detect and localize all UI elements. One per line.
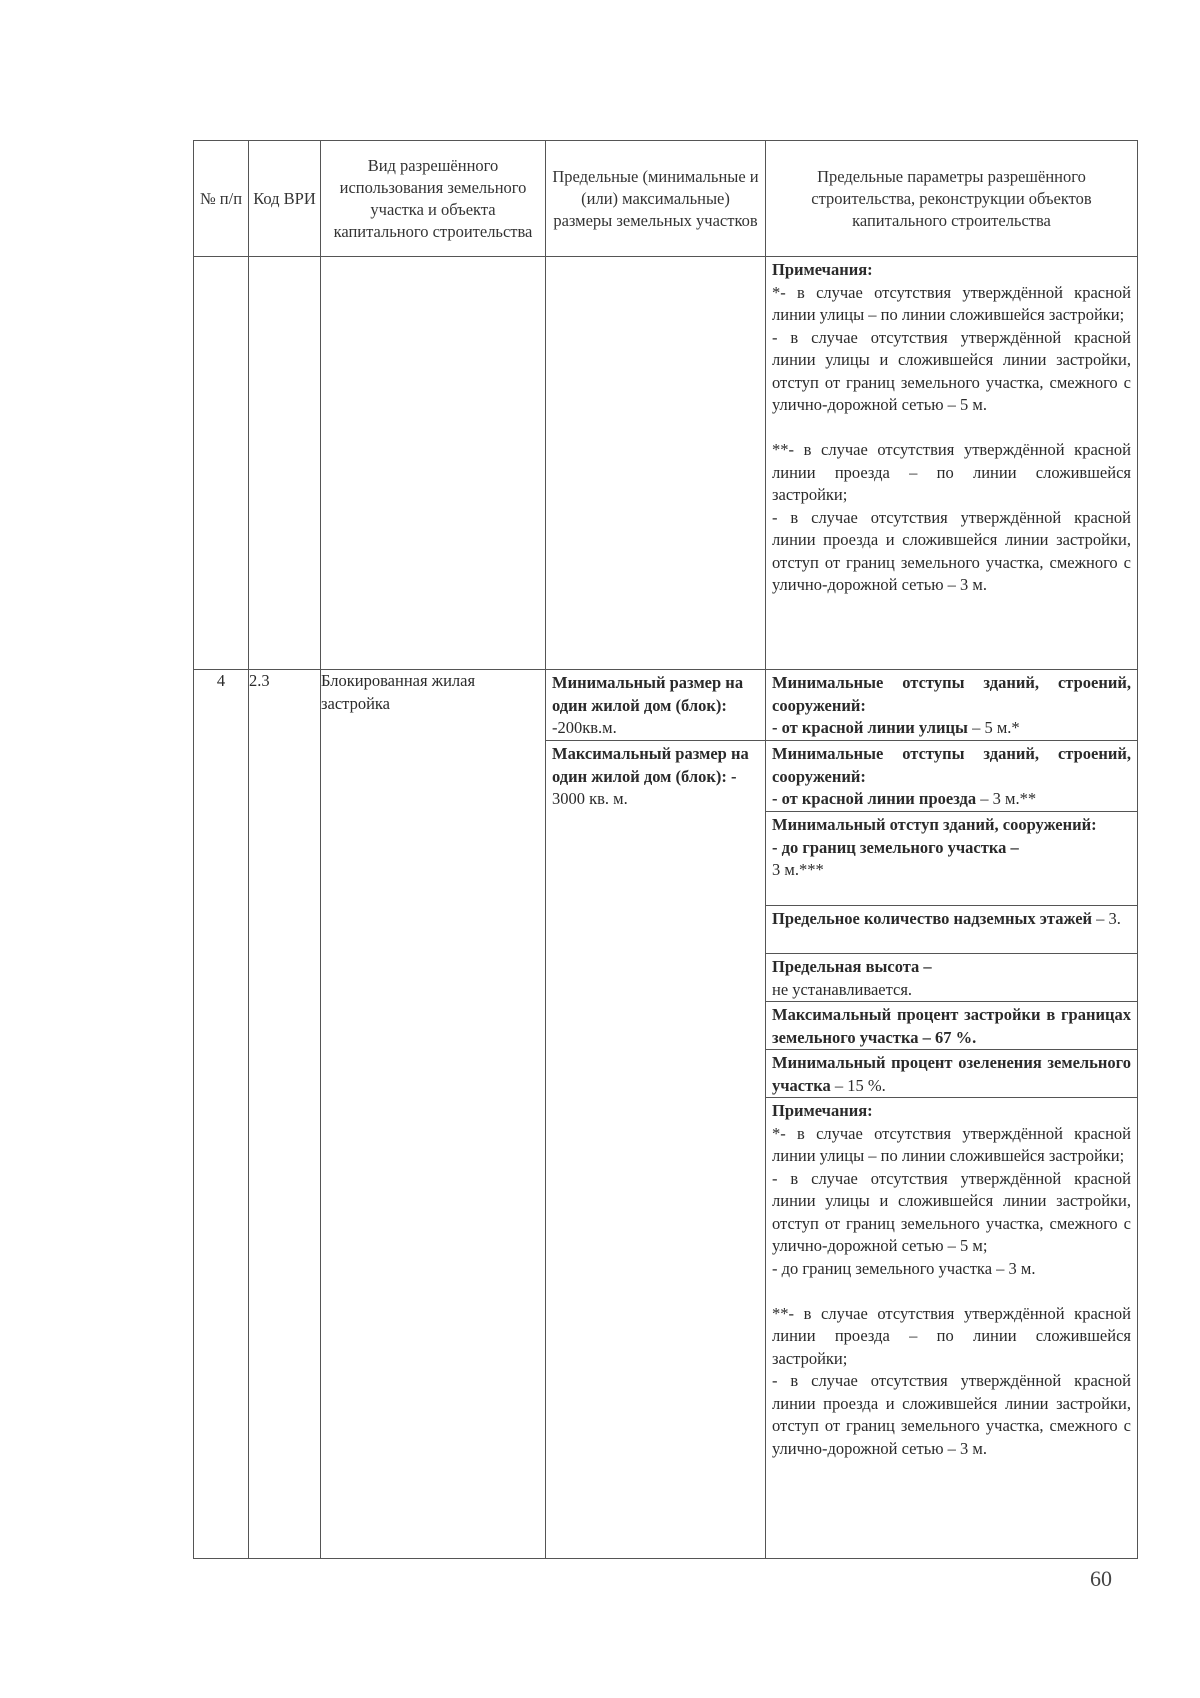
prev-note-4: - в случае отсутствия утверждённой красной линии проезда и сложившейся линии застройки, отступ от границ земельного участка, смежного с улично-дорожной сетью – 3 м. <box>772 507 1131 594</box>
param-6-num: – 67 %. <box>918 1027 977 1047</box>
note-4: **- в случае отсутствия утверждённой красной линии проезда – по линии сложившейся застройки; <box>772 1303 1131 1368</box>
notes-title: Примечания: <box>772 1101 873 1120</box>
page-number: 60 <box>1090 1566 1112 1591</box>
param-1-title: Минимальные отступы зданий, строений, сооружений: <box>772 673 1131 715</box>
row4-sizes <box>546 670 766 1559</box>
param-6-title: Максимальный процент застройки в границах земельного участка <box>772 1005 1131 1047</box>
header-sizes: Предельные (минимальные и (или) максимальные) размеры земельных участков <box>546 141 766 257</box>
row4-params <box>766 670 1138 1559</box>
cell-empty-sizes <box>546 257 766 670</box>
note-3: - до границ земельного участка – 3 м. <box>772 1258 1036 1278</box>
cell-empty-code <box>249 257 321 670</box>
header-code: Код ВРИ <box>249 141 321 257</box>
param-1-value: - от красной линии улицы <box>772 718 968 737</box>
min-size-value: -200кв.м. <box>552 718 617 737</box>
param-3-num: 3 м.*** <box>772 860 824 879</box>
param-4-title: Предельное количество надземных этажей <box>772 909 1093 928</box>
param-5-title: Предельная высота – <box>772 957 932 976</box>
zoning-table <box>193 140 1138 1559</box>
param-3-title: Минимальный отступ зданий, сооружений: <box>772 815 1097 834</box>
param-1-num: – 5 м.* <box>967 718 1020 737</box>
cell-empty-num <box>194 257 249 670</box>
prev-notes-title: Примечания: <box>772 260 873 279</box>
header-num: № п/п <box>194 141 249 257</box>
header-params: Предельные параметры разрешённого строительства, реконструкции объектов капитального строительства <box>766 141 1138 257</box>
param-4-num: – 3. <box>1092 909 1121 928</box>
param-7-num: – 15 %. <box>830 1075 886 1095</box>
prev-note-3: **- в случае отсутствия утверждённой красной линии проезда – по линии сложившейся застройки; <box>772 440 1131 504</box>
note-5: - в случае отсутствия утверждённой красной линии проезда и сложившейся линии застройки, отступ от границ земельного участка, смежного с улично-дорожной сетью – 3 м. <box>772 1371 1131 1458</box>
param-3-value: - до границ земельного участка – <box>772 837 1019 857</box>
max-size-label: Максимальный размер на один жилой дом (блок): - <box>552 744 749 786</box>
min-size-label: Минимальный размер на один жилой дом (блок): <box>552 673 744 715</box>
note-1: *- в случае отсутствия утверждённой красной линии улицы – по линии сложившейся застройки; <box>772 1123 1131 1165</box>
param-2-title: Минимальные отступы зданий, строений, сооружений: <box>772 744 1131 786</box>
cell-prev-notes <box>766 257 1138 670</box>
param-5-value: не устанавливается. <box>772 979 913 999</box>
prev-note-1: *- в случае отсутствия утверждённой красной линии улицы – по линии сложившейся застройки; <box>772 282 1131 324</box>
cell-empty-type <box>321 257 546 670</box>
row4-num: 4 <box>194 670 249 1559</box>
header-type: Вид разрешённого использования земельного участка и объекта капитального строительства <box>321 141 546 257</box>
table-row-4 <box>194 670 1138 1559</box>
row4-type: Блокированная жилая застройка <box>321 670 546 1559</box>
header-row <box>194 141 1138 257</box>
note-2: - в случае отсутствия утверждённой красной линии улицы и сложившейся линии застройки, отступ от границ земельного участка, смежного с улично-дорожной сетью – 5 м; <box>772 1168 1131 1255</box>
param-2-value: - от красной линии проезда <box>772 789 977 808</box>
table-row-continuation <box>194 257 1138 670</box>
prev-note-2: - в случае отсутствия утверждённой красной линии улицы и сложившейся линии застройки, отступ от границ земельного участка, смежного с улично-дорожной сетью – 5 м. <box>772 327 1131 414</box>
param-7-title: Минимальный процент озеленения земельного участка <box>772 1053 1131 1095</box>
param-2-num: – 3 м.** <box>976 789 1037 808</box>
max-size-value: 3000 кв. м. <box>552 789 628 808</box>
row4-code: 2.3 <box>249 670 321 1559</box>
